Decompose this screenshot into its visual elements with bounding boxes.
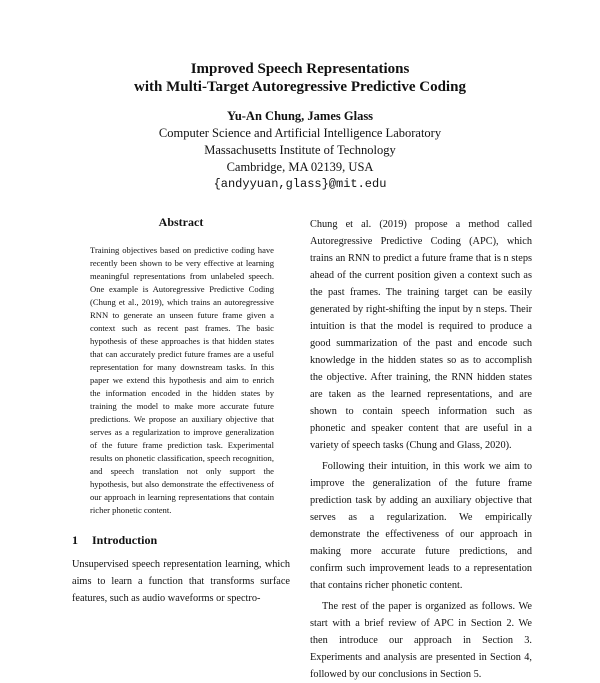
title-line-1: Improved Speech Representations: [190, 61, 410, 77]
right-column: [310, 216, 532, 683]
introduction-text: Unsupervised speech representation learning, which aims to learn a function that transforms surface features, such as audio waveforms or spectro-: [72, 559, 290, 604]
abstract-text: Training objectives based on predictive coding have recently been shown to be very effective at learning meaningful representations from unlabeled speech. One example is Autoregressive Predictive Coding (Chung et al., 2019), which trains an autoregressive RNN to generate an unseen future frame given a context such as recent past frames. The basic hypothesis of these approaches is that hidden states that can accurately predict future frames are a useful representation for many downstream tasks. In this paper we extend this hypothesis and aim to enrich the information encoded in the hidden states by training the model to make more accurate future predictions. We propose an auxiliary objective that serves as a regularization to improve generalization of the future frame prediction task. Experimental results on phonetic classification, speech recognition, and speech translation not only support the hypothesis, but also demonstrate the effectiveness of our approach in learning representations that contain richer phonetic content.: [90, 245, 274, 515]
abstract-body: [90, 244, 274, 517]
right-paragraph-2: Following their intuition, in this work we aim to improve the generalization of the future frame prediction task by adding an auxiliary objective that serves as a regularization. We empirically demonstrate the effectiveness of our approach in making more accurate future predictions, and confirm such improvement leads to a representation that contains richer phonetic content.: [310, 461, 532, 591]
section-number: 1: [72, 533, 78, 547]
left-column: [72, 214, 290, 517]
section-title: Introduction: [92, 533, 158, 547]
institution: Massachusetts Institute of Technology: [204, 143, 396, 157]
section-heading-introduction: [72, 532, 157, 548]
right-paragraph-1: Chung et al. (2019) propose a method called Autoregressive Predictive Coding (APC), which trains an RNN to predict a future frame that is n steps ahead of the current position given a context such as the past frames. The training target can be easily generated by right-shifting the input by n steps. Their intuition is that the model is required to produce a good summarization of the past and encode such knowledge in the hidden states so as to accomplish the objective. After training, the RNN hidden states are taken as the learned representations, and are shown to contain speech information such as phonetic and speaker content that are useful in a variety of speech tasks (Chung and Glass, 2020).: [310, 219, 532, 451]
author-names: Yu-An Chung, James Glass: [226, 109, 374, 123]
abstract-heading: Abstract: [158, 215, 204, 229]
right-paragraph-3: The rest of the paper is organized as follows. We start with a brief review of APC in Section 2. We then introduce our approach in Section 3. Experiments and analysis are presented in Section 4, followed by our conclusions in Section 5.: [310, 601, 532, 680]
affiliation: Computer Science and Artificial Intelligence Laboratory: [158, 126, 442, 140]
author-block: [0, 108, 600, 193]
author-email: {andyyuan,glass}@mit.edu: [213, 177, 387, 191]
location: Cambridge, MA 02139, USA: [226, 160, 374, 174]
paper-title: [0, 60, 600, 96]
title-line-2: with Multi-Target Autoregressive Predictive Coding: [134, 79, 466, 95]
